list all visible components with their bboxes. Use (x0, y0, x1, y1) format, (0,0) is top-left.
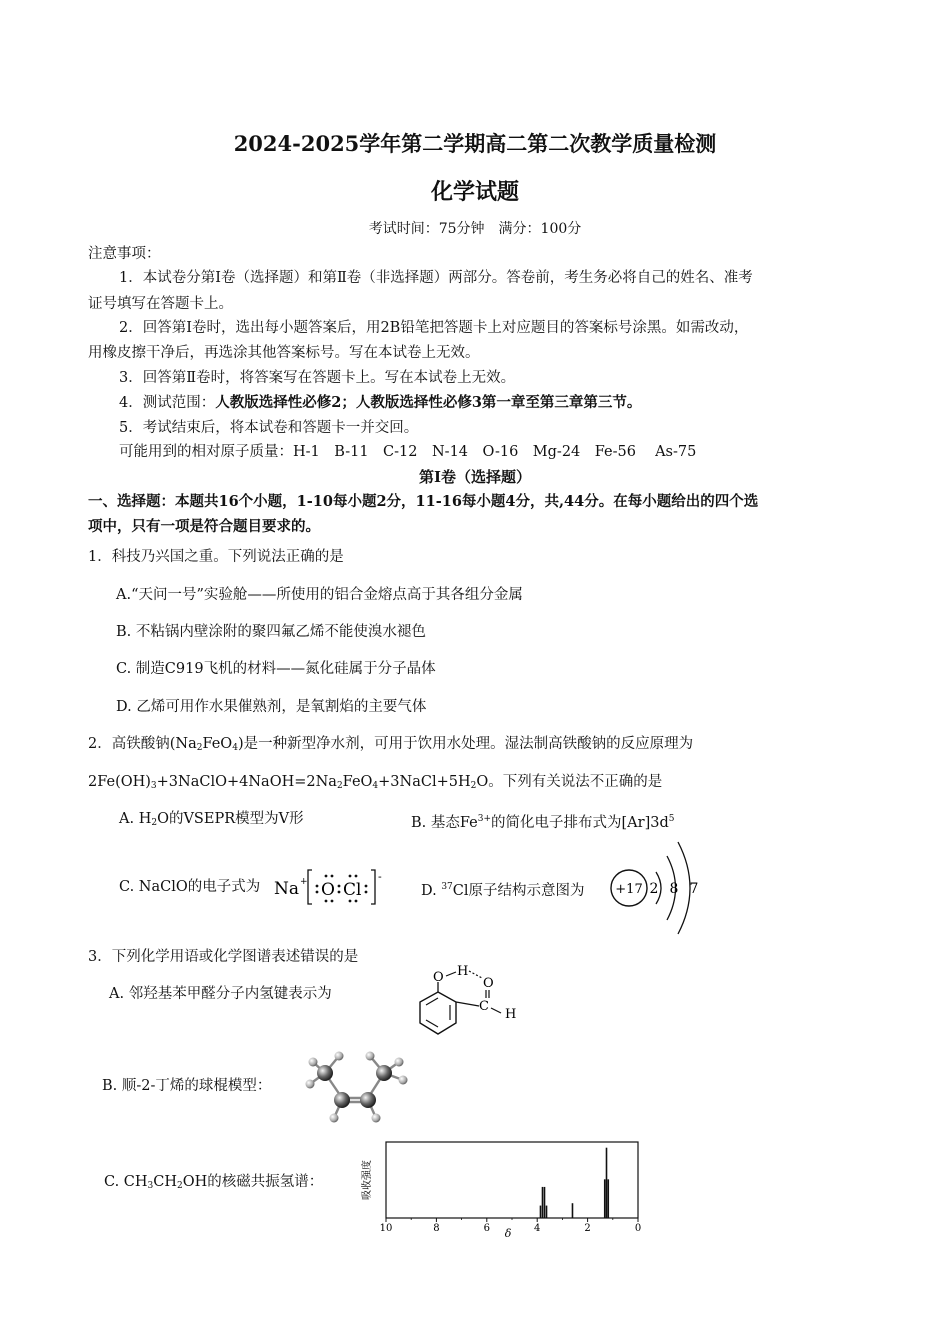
q1-stem: 1．科技乃兴国之重。下列说法正确的是 (88, 549, 344, 565)
bracket-left-icon (308, 870, 312, 904)
electron-dot (365, 885, 368, 888)
cis-2-butene-ball-stick-model (298, 1044, 414, 1126)
q2-text: D. (421, 883, 437, 899)
plot-frame (386, 1142, 638, 1218)
double-bond (426, 998, 438, 1005)
subscript: 2 (470, 781, 477, 791)
electron-formula-naclo (272, 864, 390, 910)
note-4-scope: 人教版选择性必修2；人教版选择性必修3第一章至第三章第三节。 (215, 394, 642, 411)
page-subtitle: 化学试题 (430, 179, 519, 205)
superscript: 5 (668, 814, 675, 824)
formula-plus: + (300, 877, 308, 887)
x-tick-label: 6 (483, 1223, 490, 1234)
electron-dot (349, 900, 352, 903)
electron-dot (331, 900, 334, 903)
superscript: 37 (441, 882, 453, 892)
hydrogen-ball (372, 1114, 381, 1123)
shell-2-electrons: 8 (669, 881, 679, 897)
hydrogen-ball (335, 1052, 344, 1061)
hydrogen-ball (306, 1080, 315, 1089)
atom-structure-diagram (606, 836, 706, 936)
subscript: 4 (372, 781, 379, 791)
part1-instructions-b: 项中，只有一项是符合题目要求的。 (88, 518, 320, 535)
q1-option-c: C. 制造C919飞机的材料——氮化硅属于分子晶体 (116, 661, 436, 677)
q2-option-c: C. NaClO的电子式为 (119, 879, 261, 895)
q2-option-a (119, 809, 304, 833)
electron-dot (338, 885, 341, 888)
note-1a: 1．本试卷分第Ⅰ卷（选择题）和第Ⅱ卷（非选择题）两部分。答卷前，考生务必将自己的姓名、准考 (119, 270, 753, 286)
hydrogen-ball (309, 1058, 318, 1067)
carbon-ball (317, 1065, 333, 1081)
atom-h: H (457, 964, 469, 979)
shell-1-electrons: 2 (649, 881, 659, 897)
q1-option-a: A.“天问一号”实验舱——所使用的铝合金熔点高于其各组分金属 (116, 587, 523, 603)
electron-dot (316, 885, 319, 888)
atomic-masses: 可能用到的相对原子质量：H-1 B-11 C-12 N-14 O-16 Mg-24 Fe-56 As-75 (119, 444, 697, 460)
atom-c: C (479, 999, 489, 1014)
q2-text: +3NaCl+5H (378, 774, 471, 790)
q2-text: +3NaClO+4NaOH=2Na (156, 774, 337, 790)
subscript: 4 (232, 743, 238, 753)
nucleus-charge: +17 (615, 882, 643, 897)
electron-dot (365, 891, 368, 894)
double-bond (426, 1020, 438, 1027)
note-5: 5．考试结束后，将本试卷和答题卡一并交回。 (119, 420, 419, 436)
hydrogen-ball (330, 1114, 339, 1123)
x-tick-label: 8 (433, 1223, 440, 1234)
shell-3-electrons: 7 (689, 881, 699, 897)
atom-o: O (483, 976, 494, 991)
atom-o: O (433, 970, 444, 985)
bracket-right-icon (371, 870, 375, 904)
electron-dot (325, 900, 328, 903)
q3-text: CH (153, 1174, 178, 1190)
x-tick-label: 0 (634, 1223, 642, 1234)
subscript: 2 (196, 743, 203, 753)
formula-o: O (321, 880, 335, 900)
q2-text: Cl原子结构示意图为 (452, 883, 585, 899)
hydrogen-ball (395, 1058, 404, 1067)
electron-dot (325, 875, 328, 878)
subscript: 2 (151, 818, 158, 828)
note-2a: 2．回答第Ⅰ卷时，选出每小题答案后，用2B铅笔把答题卡上对应题目的答案标号涂黑。如需改动， (119, 320, 749, 336)
note-3: 3．回答第Ⅱ卷时，将答案写在答题卡上。写在本试卷上无效。 (119, 370, 516, 386)
salicylaldehyde-structure (405, 960, 535, 1050)
subscript: 2 (177, 1181, 183, 1191)
bond (446, 972, 456, 976)
x-tick-label: 4 (534, 1223, 541, 1234)
q2-text: 2．高铁酸钠(Na (88, 736, 197, 752)
formula-minus: - (378, 870, 382, 883)
q2-stem-line1 (88, 734, 693, 758)
carbon-ball (360, 1092, 376, 1108)
q2-stem-line2 (88, 772, 662, 796)
electron-dot (316, 891, 319, 894)
note-4-prefix: 4．测试范围： (119, 395, 216, 411)
y-axis-label: 吸收强度 (362, 1160, 373, 1200)
page-title: 2024-2025学年第二学期高二第二次教学质量检测 (233, 131, 717, 156)
bond (491, 1008, 501, 1013)
electron-dot (331, 875, 334, 878)
subscript: 3 (147, 1181, 154, 1191)
electron-dot (338, 891, 341, 894)
q3-option-a: A. 邻羟基苯甲醛分子内氢键表示为 (109, 986, 332, 1002)
q2-text: 2Fe(OH) (88, 774, 151, 790)
formula-cl: Cl (343, 880, 362, 900)
note-2b: 用橡皮擦干净后，再选涂其他答案标号。写在本试卷上无效。 (88, 345, 480, 361)
note-1b: 证号填写在答题卡上。 (88, 296, 233, 312)
q3-text: OH的核磁共振氢谱： (182, 1174, 324, 1190)
carbon-ball (376, 1065, 392, 1081)
q2-text: FeO (202, 736, 233, 752)
nmr-spectrum-chart (356, 1136, 646, 1240)
subscript: 2 (336, 781, 343, 791)
q3-stem: 3．下列化学用语或化学图谱表述错误的是 (88, 949, 359, 965)
q2-text: O的VSEPR模型为V形 (157, 811, 304, 827)
q3-option-b: B. 顺-2-丁烯的球棍模型： (102, 1078, 272, 1094)
q2-text: 的简化电子排布式为[Ar]3d (491, 815, 669, 831)
q3-option-c (104, 1172, 323, 1196)
part1-instructions-a: 一、选择题：本题共16个小题，1-10每小题2分，11-16每小题4分，共,44分。在每小题给出的四个选 (88, 493, 759, 510)
electron-dot (355, 900, 358, 903)
q1-option-b: B. 不粘锅内壁涂附的聚四氟乙烯不能使溴水褪色 (116, 624, 426, 640)
atom-h: H (505, 1007, 517, 1022)
q2-text: B. 基态Fe (411, 815, 478, 831)
note-4 (119, 393, 641, 413)
q2-option-b (411, 809, 674, 833)
shell-arc (678, 842, 690, 934)
x-axis-label: δ (504, 1227, 512, 1240)
hydrogen-bond (469, 971, 482, 978)
x-tick-label: 10 (379, 1223, 393, 1234)
q2-option-d (421, 877, 585, 901)
q3-text: C. CH (104, 1174, 148, 1190)
subscript: 3 (150, 781, 157, 791)
q2-text: O。下列有关说法不正确的是 (476, 774, 663, 790)
part1-title: 第Ⅰ卷（选择题） (418, 468, 532, 486)
notes-heading: 注意事项： (88, 246, 161, 262)
q2-text: FeO (342, 774, 373, 790)
q1-option-d: D. 乙烯可用作水果催熟剂，是氧割焰的主要气体 (116, 699, 427, 715)
superscript: 3+ (477, 814, 492, 824)
carbon-ball (334, 1092, 350, 1108)
hydrogen-ball (366, 1052, 375, 1061)
electron-dot (355, 875, 358, 878)
x-tick-label: 2 (584, 1223, 591, 1234)
hydrogen-ball (399, 1076, 408, 1085)
electron-dot (349, 875, 352, 878)
q2-text: A. H (119, 811, 152, 827)
formula-na: Na (274, 879, 300, 899)
q2-text: )是一种新型净水剂，可用于饮用水处理。湿法制高铁酸钠的反应原理为 (237, 736, 694, 752)
bond (456, 1002, 479, 1006)
exam-info: 考试时间：75分钟 满分：100分 (368, 221, 582, 237)
